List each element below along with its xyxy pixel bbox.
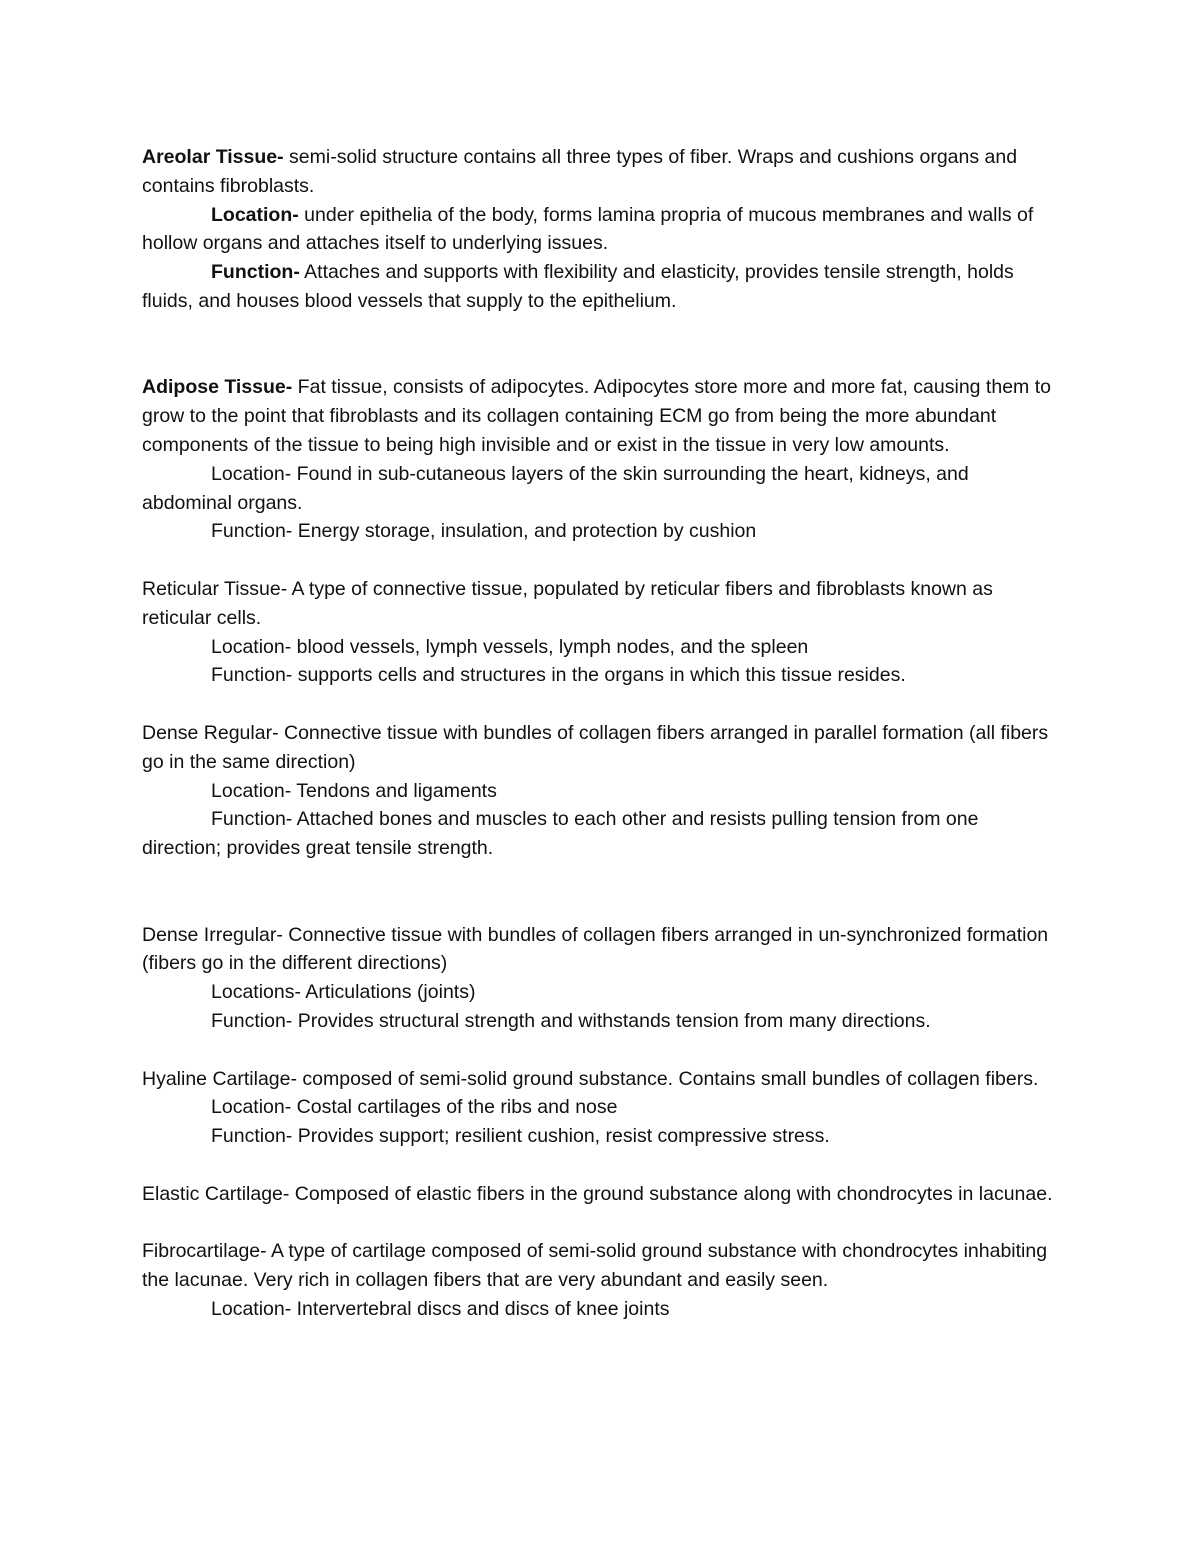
- dense-irregular-description: Dense Irregular- Connective tissue with bundles of collagen fibers arranged in un-synchronized formation (fibers go in the different directions): [142, 923, 1049, 975]
- dense-regular-description: Dense Regular- Connective tissue with bundles of collagen fibers arranged in parallel formation (all fibers go in the same direction): [142, 721, 1049, 773]
- spacer: [142, 546, 1062, 575]
- section-elastic-cartilage: [142, 1180, 1062, 1209]
- areolar-desc-text: semi-solid structure contains all three types of fiber. Wraps and cushions organs and contains fibroblasts.: [142, 146, 1018, 197]
- section-dense-irregular: [142, 921, 1062, 1036]
- areolar-location-text: under epithelia of the body, forms lamina propria of mucous membranes and walls of hollow organs and attaches itself to underlying issues.: [142, 203, 1034, 255]
- areolar-description: [142, 143, 1062, 201]
- section-reticular-tissue: [142, 575, 1062, 690]
- section-fibrocartilage: [142, 1237, 1062, 1323]
- hyaline-location: Location- Costal cartilages of the ribs and nose: [211, 1096, 618, 1119]
- spacer: [142, 690, 1062, 719]
- dense-irregular-function: Function- Provides structural strength and withstands tension from many directions.: [211, 1009, 931, 1032]
- hyaline-description: Hyaline Cartilage- composed of semi-solid ground substance. Contains small bundles of collagen fibers.: [142, 1067, 1039, 1090]
- areolar-function-label: Function-: [211, 261, 300, 284]
- section-hyaline-cartilage: [142, 1065, 1062, 1151]
- section-areolar-tissue: [142, 143, 1062, 316]
- section-dense-regular: [142, 719, 1062, 863]
- spacer: [142, 316, 1062, 374]
- reticular-function: Function- supports cells and structures in the organs in which this tissue resides.: [211, 664, 906, 687]
- dense-irregular-location: Locations- Articulations (joints): [211, 981, 476, 1004]
- adipose-location: Location- Found in sub-cutaneous layers of the skin surrounding the heart, kidneys, and abdominal organs.: [142, 462, 969, 514]
- spacer: [142, 863, 1062, 921]
- areolar-location-label: Location-: [211, 203, 299, 226]
- dense-regular-function: Function- Attached bones and muscles to each other and resists pulling tension from one direction; provides great tensile strength.: [142, 808, 979, 860]
- reticular-location: Location- blood vessels, lymph vessels, lymph nodes, and the spleen: [211, 635, 809, 658]
- areolar-location: [142, 201, 1062, 259]
- areolar-term: Areolar Tissue-: [142, 146, 284, 168]
- fibrocartilage-description: Fibrocartilage- A type of cartilage composed of semi-solid ground substance with chondrocytes inhabiting the lacunae. Very rich in collagen fibers that are very abundant and easily seen.: [142, 1240, 1048, 1292]
- adipose-function: Function- Energy storage, insulation, and protection by cushion: [211, 520, 757, 543]
- spacer: [142, 1151, 1062, 1180]
- reticular-description: Reticular Tissue- A type of connective tissue, populated by reticular fibers and fibroblasts known as reticular cells.: [142, 577, 993, 629]
- adipose-desc-text: Fat tissue, consists of adipocytes. Adipocytes store more and more fat, causing them to grow to the point that fibroblasts and its collagen containing ECM go from being the more abundant components of the tissue to being high invisible and or exist in the tissue in very low amounts.: [142, 376, 1051, 456]
- elastic-description: Elastic Cartilage- Composed of elastic fibers in the ground substance along with chondrocytes in lacunae.: [142, 1182, 1053, 1205]
- section-adipose-tissue: [142, 373, 1062, 546]
- areolar-function-text: Attaches and supports with flexibility and elasticity, provides tensile strength, holds fluids, and houses blood vessels that supply to the epithelium.: [142, 261, 1014, 312]
- spacer: [142, 1036, 1062, 1065]
- fibrocartilage-location: Location- Intervertebral discs and discs of knee joints: [211, 1297, 670, 1320]
- dense-regular-location: Location- Tendons and ligaments: [211, 779, 497, 802]
- spacer: [142, 1208, 1062, 1237]
- adipose-term: Adipose Tissue-: [142, 376, 293, 399]
- adipose-description: [142, 373, 1062, 459]
- document-body: [142, 143, 1062, 1324]
- hyaline-function: Function- Provides support; resilient cushion, resist compressive stress.: [211, 1125, 830, 1148]
- areolar-function: [142, 258, 1062, 316]
